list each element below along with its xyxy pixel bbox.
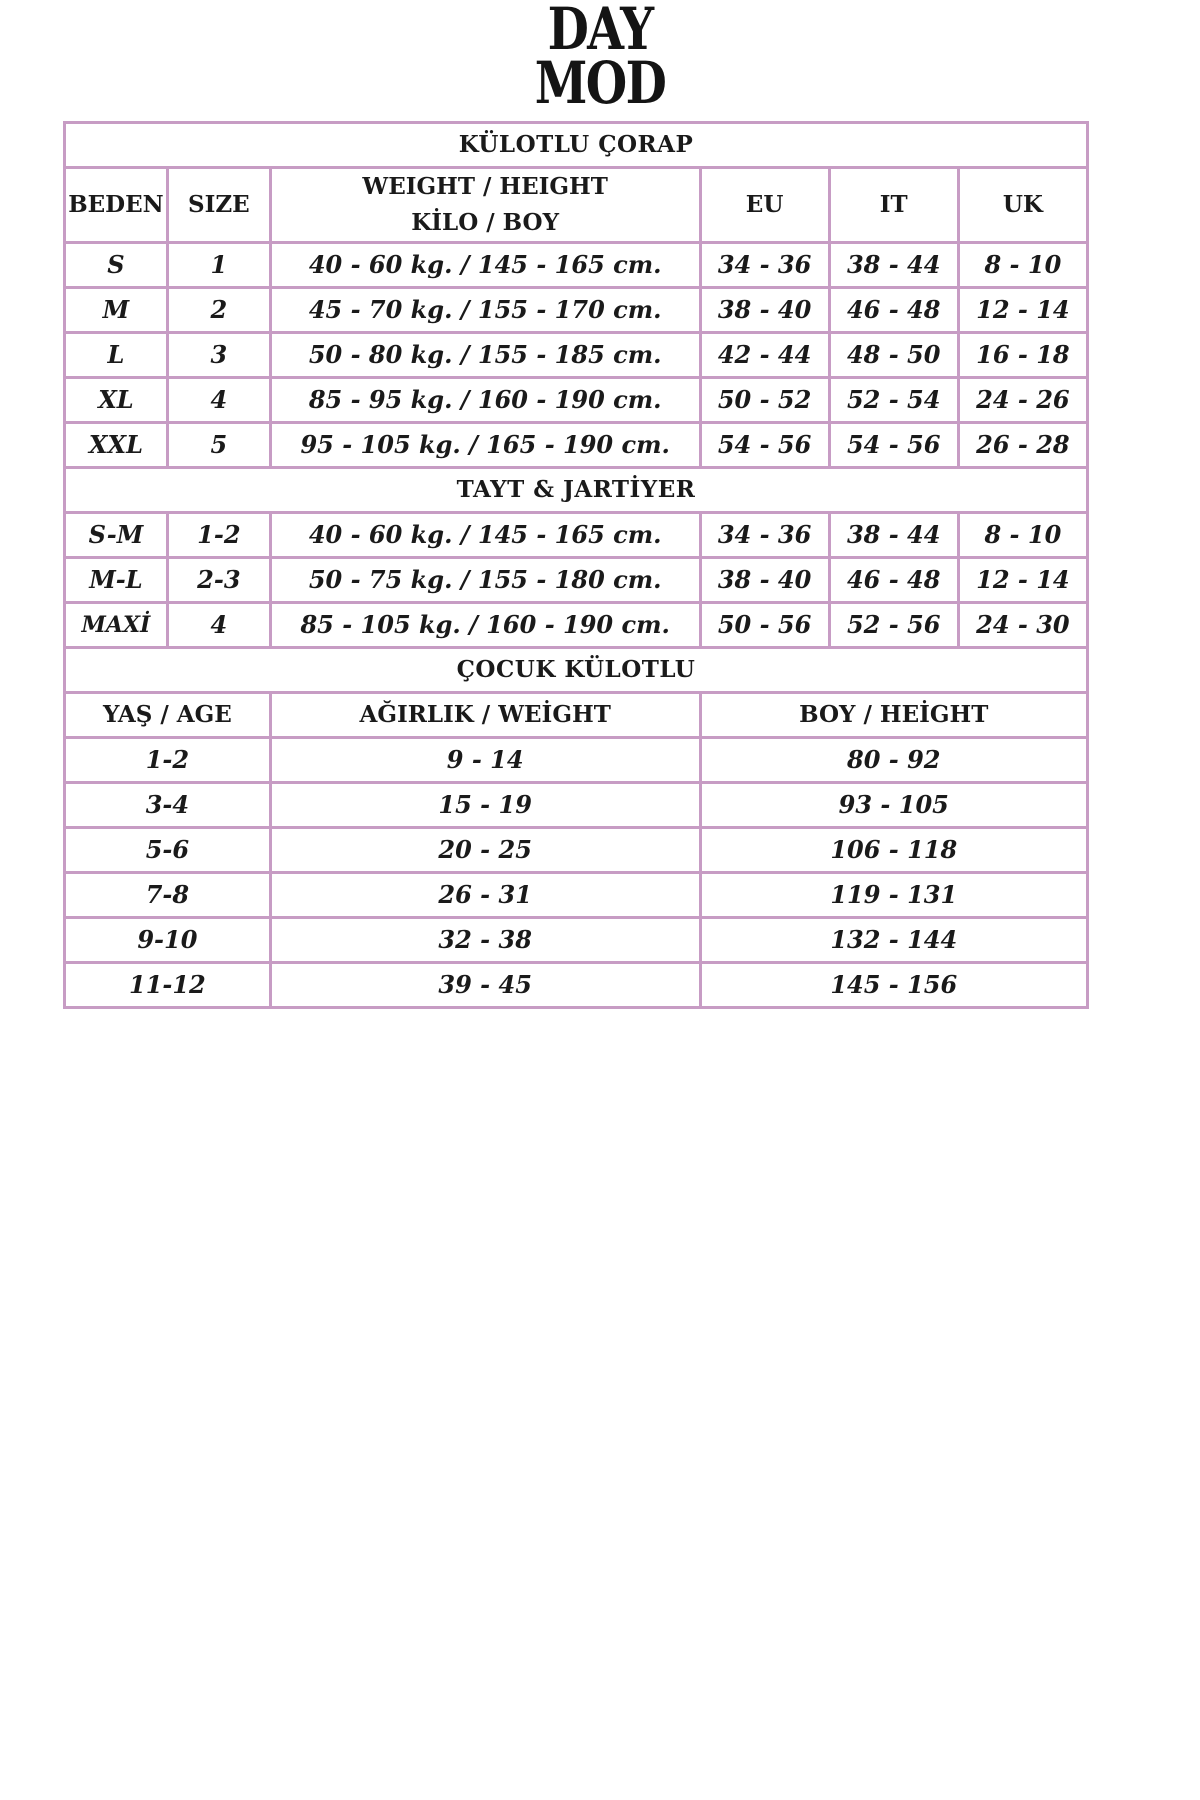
brand-logo-line2: MOD — [534, 49, 666, 117]
table-row — [65, 513, 1088, 558]
cell-height: 93 - 105 — [700, 783, 1087, 828]
cell-weight-height: 50 - 75 kg. / 155 - 180 cm. — [270, 558, 700, 603]
cell-weight: 32 - 38 — [270, 918, 700, 963]
table-row — [65, 378, 1088, 423]
cell-size: 1 — [167, 243, 270, 288]
table-row — [65, 873, 1088, 918]
cell-weight: 9 - 14 — [270, 738, 700, 783]
brand-logo-line1: DAY — [547, 0, 653, 63]
cell-beden: MAXİ — [65, 603, 168, 648]
cell-uk: 8 - 10 — [958, 513, 1087, 558]
cell-beden: S — [65, 243, 168, 288]
cell-beden: M-L — [65, 558, 168, 603]
brand-logo — [108, 0, 1092, 117]
cell-eu: 50 - 52 — [700, 378, 829, 423]
cell-weight-height: 85 - 95 kg. / 160 - 190 cm. — [270, 378, 700, 423]
cell-size: 5 — [167, 423, 270, 468]
cell-weight: 15 - 19 — [270, 783, 700, 828]
cell-beden: M — [65, 288, 168, 333]
section-title-pantyhose: KÜLOTLU ÇORAP — [65, 123, 1088, 168]
table-row — [65, 783, 1088, 828]
cell-weight-height: 95 - 105 kg. / 165 - 190 cm. — [270, 423, 700, 468]
table-row — [65, 603, 1088, 648]
header-beden: BEDEN — [65, 168, 168, 243]
cell-eu: 38 - 40 — [700, 558, 829, 603]
header-height: BOY / HEİGHT — [700, 693, 1087, 738]
section-title-row — [65, 123, 1088, 168]
header-age: YAŞ / AGE — [65, 693, 271, 738]
table-row — [65, 828, 1088, 873]
cell-size: 4 — [167, 378, 270, 423]
size-chart-table — [63, 121, 1089, 1009]
cell-age: 9-10 — [65, 918, 271, 963]
header-size: SIZE — [167, 168, 270, 243]
cell-beden: S-M — [65, 513, 168, 558]
cell-beden: XXL — [65, 423, 168, 468]
cell-weight: 39 - 45 — [270, 963, 700, 1008]
table-row — [65, 423, 1088, 468]
section-title-row — [65, 468, 1088, 513]
cell-eu: 54 - 56 — [700, 423, 829, 468]
cell-age: 3-4 — [65, 783, 271, 828]
cell-it: 38 - 44 — [829, 513, 958, 558]
cell-it: 48 - 50 — [829, 333, 958, 378]
section-title-leggings-garter: TAYT & JARTİYER — [65, 468, 1088, 513]
cell-uk: 16 - 18 — [958, 333, 1087, 378]
cell-age: 11-12 — [65, 963, 271, 1008]
cell-height: 132 - 144 — [700, 918, 1087, 963]
cell-it: 52 - 54 — [829, 378, 958, 423]
table-row — [65, 558, 1088, 603]
cell-weight-height: 40 - 60 kg. / 145 - 165 cm. — [270, 513, 700, 558]
section-title-kids-tights: ÇOCUK KÜLOTLU — [65, 648, 1088, 693]
header-weight-height — [270, 168, 700, 243]
cell-size: 4 — [167, 603, 270, 648]
cell-size: 2-3 — [167, 558, 270, 603]
header-weight-height-line2: KİLO / BOY — [411, 209, 559, 236]
cell-eu: 50 - 56 — [700, 603, 829, 648]
header-weight: AĞIRLIK / WEİGHT — [270, 693, 700, 738]
cell-size: 3 — [167, 333, 270, 378]
cell-it: 46 - 48 — [829, 558, 958, 603]
cell-height: 119 - 131 — [700, 873, 1087, 918]
table-row — [65, 918, 1088, 963]
cell-weight: 26 - 31 — [270, 873, 700, 918]
cell-beden: L — [65, 333, 168, 378]
cell-uk: 26 - 28 — [958, 423, 1087, 468]
cell-eu: 42 - 44 — [700, 333, 829, 378]
section-title-row — [65, 648, 1088, 693]
cell-age: 7-8 — [65, 873, 271, 918]
cell-size: 2 — [167, 288, 270, 333]
header-it: IT — [829, 168, 958, 243]
table-row — [65, 333, 1088, 378]
cell-it: 54 - 56 — [829, 423, 958, 468]
cell-it: 38 - 44 — [829, 243, 958, 288]
table-row — [65, 288, 1088, 333]
cell-height: 145 - 156 — [700, 963, 1087, 1008]
header-uk: UK — [958, 168, 1087, 243]
table-header-row — [65, 693, 1088, 738]
header-weight-height-line1: WEIGHT / HEIGHT — [362, 173, 608, 200]
header-eu: EU — [700, 168, 829, 243]
table-header-row — [65, 168, 1088, 243]
cell-size: 1-2 — [167, 513, 270, 558]
cell-eu: 34 - 36 — [700, 513, 829, 558]
cell-weight-height: 45 - 70 kg. / 155 - 170 cm. — [270, 288, 700, 333]
cell-uk: 12 - 14 — [958, 558, 1087, 603]
cell-height: 106 - 118 — [700, 828, 1087, 873]
cell-height: 80 - 92 — [700, 738, 1087, 783]
cell-weight-height: 85 - 105 kg. / 160 - 190 cm. — [270, 603, 700, 648]
table-row — [65, 963, 1088, 1008]
cell-it: 52 - 56 — [829, 603, 958, 648]
cell-beden: XL — [65, 378, 168, 423]
cell-eu: 38 - 40 — [700, 288, 829, 333]
cell-uk: 24 - 30 — [958, 603, 1087, 648]
table-row — [65, 738, 1088, 783]
cell-eu: 34 - 36 — [700, 243, 829, 288]
cell-age: 1-2 — [65, 738, 271, 783]
cell-age: 5-6 — [65, 828, 271, 873]
cell-uk: 12 - 14 — [958, 288, 1087, 333]
table-row — [65, 243, 1088, 288]
cell-uk: 24 - 26 — [958, 378, 1087, 423]
cell-weight: 20 - 25 — [270, 828, 700, 873]
cell-weight-height: 50 - 80 kg. / 155 - 185 cm. — [270, 333, 700, 378]
cell-weight-height: 40 - 60 kg. / 145 - 165 cm. — [270, 243, 700, 288]
cell-uk: 8 - 10 — [958, 243, 1087, 288]
cell-it: 46 - 48 — [829, 288, 958, 333]
